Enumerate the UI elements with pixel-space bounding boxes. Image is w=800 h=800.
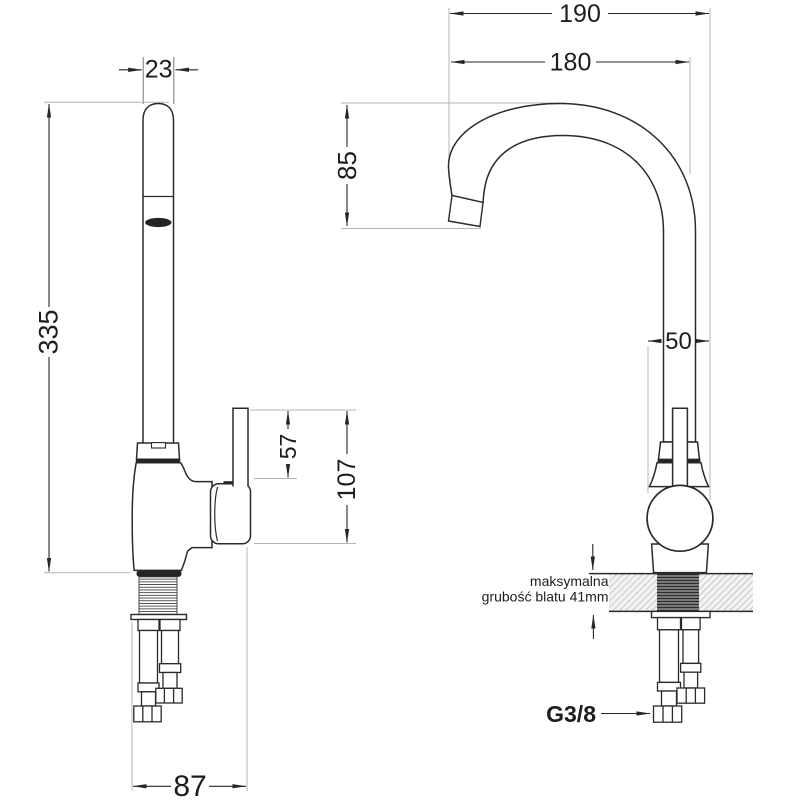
cartridge-top-seam: [224, 481, 233, 484]
connection-thread-label: G3/8: [546, 701, 596, 727]
spout-tube: [143, 104, 174, 445]
dim-label-base-depth: 87: [173, 770, 207, 800]
dim-label-total-height: 335: [33, 309, 64, 355]
hose-nut: [156, 688, 182, 703]
hose-nut: [677, 688, 705, 703]
body-sphere: [647, 485, 713, 551]
front-view: [131, 104, 251, 722]
aerator-face: [145, 218, 171, 227]
hose-joint: [681, 663, 701, 672]
hose-tube: [162, 631, 179, 664]
supply-hose-left: [134, 620, 161, 722]
hose-tube: [142, 692, 156, 706]
dim-total-height: [34, 104, 64, 572]
hose-tube: [660, 630, 679, 683]
hose-collar: [160, 620, 180, 631]
dim-handle-to-base: [333, 411, 361, 543]
hose-collar: [658, 618, 681, 630]
dim-spout-reach-outer: [450, 0, 709, 28]
dim-label-spout-width: 23: [144, 55, 173, 84]
countertop-note-line1: maksymalna: [529, 573, 609, 589]
base-gasket: [137, 570, 182, 577]
hose-tube: [163, 673, 177, 689]
handle-lever: [233, 408, 248, 486]
mounting-thread: [139, 577, 177, 615]
supply-hose-left: [654, 618, 682, 723]
dim-spout-height: [332, 105, 362, 226]
supply-hose-right: [677, 618, 705, 704]
mounting-flange: [131, 615, 187, 620]
hose-tube: [662, 691, 677, 706]
mounting-flange: [652, 611, 711, 617]
dim-label-spout-height: 85: [332, 151, 362, 180]
dim-spout-width: [119, 56, 198, 84]
hose-tube: [683, 630, 699, 664]
dim-base-depth: [133, 770, 246, 800]
dim-body-width: [648, 328, 709, 355]
mixer-body: [132, 463, 212, 571]
supply-hose-right: [156, 620, 182, 704]
dim-label-spout-reach: 180: [549, 48, 592, 77]
hose-nut: [134, 706, 161, 722]
dim-label-body-width: 50: [665, 327, 692, 355]
hose-tube: [140, 631, 158, 684]
hose-nut: [654, 706, 682, 722]
hose-collar: [138, 620, 159, 631]
side-view: [449, 104, 754, 723]
dim-spout-reach: [451, 48, 689, 76]
hose-collar: [682, 618, 701, 630]
collar-notch: [152, 443, 166, 448]
dim-label-handle-to-base: 107: [333, 458, 361, 501]
gooseneck-spout: [449, 104, 696, 443]
dim-handle-above-body: [275, 411, 301, 478]
annotations: [482, 544, 650, 727]
handle-lever: [673, 408, 688, 490]
thread-through-countertop: [657, 574, 699, 612]
hose-tube: [684, 672, 698, 688]
countertop-note-line2: grubość blatu 41mm: [481, 588, 609, 605]
dim-label-spout-reach-outer: 190: [559, 0, 601, 28]
dim-label-handle-above-body: 57: [275, 433, 301, 460]
hose-joint: [160, 664, 181, 673]
